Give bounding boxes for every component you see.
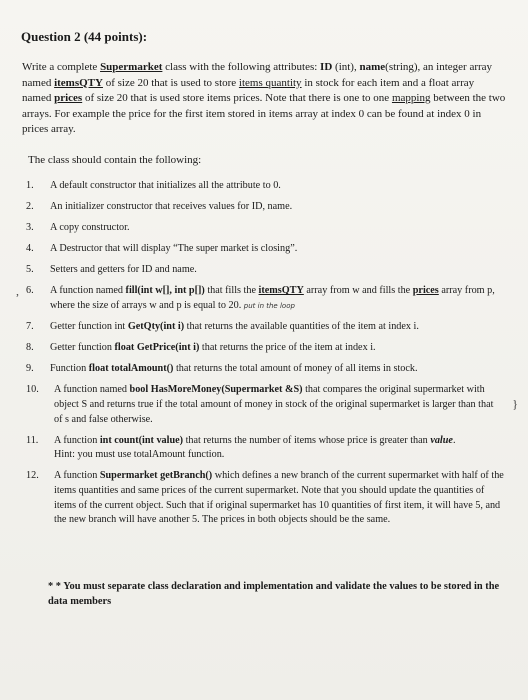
intro-underlined: items quantity — [238, 76, 302, 89]
intro-text: (string), an integer array named — [22, 61, 493, 89]
function-signature: bool HasMoreMoney(Supermarket &S) — [129, 384, 303, 396]
item-text: A copy constructor. — [50, 222, 130, 234]
handwritten-note: put in the loop — [243, 302, 295, 311]
item-text: A function — [54, 434, 100, 446]
question-title: Question 2 (44 points): — [21, 29, 148, 44]
function-signature: fill(int w[], int p[]) — [125, 285, 205, 297]
item-number: 2. — [26, 201, 34, 213]
intro-text: of size 20 that is used store items prices. Note that there is one to one — [82, 92, 392, 105]
intro-text: in stock for each item and a float array named — [22, 76, 475, 105]
list-item — [26, 341, 504, 356]
attr-prices: prices — [54, 92, 83, 105]
item-text: A function named — [50, 285, 126, 297]
intro-text: of size 20 that is used to store — [102, 76, 239, 89]
item-number: 11. — [26, 434, 39, 446]
item-text: Getter function — [50, 342, 115, 354]
intro-text: class with the following attributes: — [162, 61, 321, 73]
function-signature: int count(int value) — [99, 434, 184, 446]
item-number: 8. — [26, 342, 34, 354]
intro-text: (int), — [332, 61, 360, 73]
item-text: A function — [54, 470, 100, 482]
function-signature: GetQty(int i) — [127, 321, 185, 333]
item-number: 4. — [26, 243, 34, 255]
list-item — [26, 179, 504, 194]
handwritten-tick: , — [16, 284, 19, 299]
important-note: * * You must separate class declaration and implementation and validate the values to be stored in the data members — [48, 581, 500, 607]
requirements-list — [16, 179, 518, 534]
item-number: 3. — [26, 222, 34, 234]
list-item — [26, 242, 504, 257]
item-text: A default constructor that initializes all the attribute to 0. — [50, 180, 281, 191]
item-text: array from p, where the size of arrays w and p is equal to 20. — [50, 285, 495, 312]
item-number: 10. — [26, 384, 39, 396]
list-item — [26, 320, 504, 335]
item-text: . — [452, 434, 456, 446]
attr-itemsqty: itemsQTY — [54, 76, 103, 89]
item-text: that returns the number of items whose price is greater than — [183, 434, 431, 446]
attr-itemsqty: itemsQTY — [258, 285, 304, 297]
list-item — [26, 383, 518, 427]
item-text: which defines a new branch of the current supermarket with half of the items quantities and same prices of the current supermarket. Note that you should update the quantities of items of the current object. Such that if original supermarket has 10 quantities of first item, it will have 5, and the new branch will have another 5. The prices in both objects should be the same. — [54, 470, 504, 526]
item-number: 5. — [26, 264, 34, 276]
item-text: Setters and getters for ID and name. — [50, 264, 197, 276]
item-text: A Destructor that will display “The super market is closing”. — [50, 243, 298, 255]
item-number: 7. — [26, 321, 34, 333]
item-number: 12. — [26, 470, 39, 482]
function-signature: Supermarket getBranch() — [99, 470, 213, 482]
item-text: that returns the available quantities of the item at index i. — [184, 321, 419, 333]
list-item — [16, 284, 504, 313]
item-text: An initializer constructor that receives values for ID, name. — [50, 201, 293, 213]
intro-text: Write a complete — [22, 61, 101, 73]
list-item — [26, 200, 504, 215]
hint-text: Hint: you must use totalAmount function. — [54, 449, 225, 461]
list-item — [26, 362, 504, 377]
list-item — [26, 263, 504, 278]
param-value: value — [430, 434, 453, 446]
function-signature: float totalAmount() — [88, 363, 174, 375]
item-text: that returns the total amount of money of all items in stock. — [173, 363, 418, 375]
handwritten-bracket: } — [512, 397, 518, 412]
item-text: Function — [50, 363, 89, 375]
class-name: Supermarket — [100, 61, 163, 73]
list-item — [26, 434, 504, 463]
item-text: that compares the original supermarket with object S and returns true if the total amount of money in stock of the original supermarket is larger than that of s and false otherwise. — [54, 384, 494, 425]
intro-paragraph — [22, 60, 506, 138]
item-text: that fills the — [204, 285, 259, 297]
item-number: 6. — [26, 285, 34, 297]
list-item — [26, 469, 504, 527]
item-number: 1. — [26, 180, 34, 191]
item-text: array from w and fills the — [303, 285, 413, 297]
item-text: Getter function int — [50, 321, 128, 333]
attr-name: name — [359, 61, 386, 73]
item-number: 9. — [26, 363, 34, 375]
attr-id: ID — [320, 61, 333, 73]
intro-text: between the two arrays. For example the price for the first item stored in items array at index 0 can be found at index 0 in prices array. — [22, 92, 506, 136]
list-item — [26, 221, 504, 236]
item-text: A function named — [54, 384, 130, 396]
attr-prices: prices — [412, 285, 439, 297]
list-lead: The class should contain the following: — [28, 154, 202, 166]
intro-underlined: mapping — [391, 92, 431, 105]
item-text: that returns the price of the item at index i. — [199, 342, 376, 354]
function-signature: float GetPrice(int i) — [114, 342, 200, 354]
